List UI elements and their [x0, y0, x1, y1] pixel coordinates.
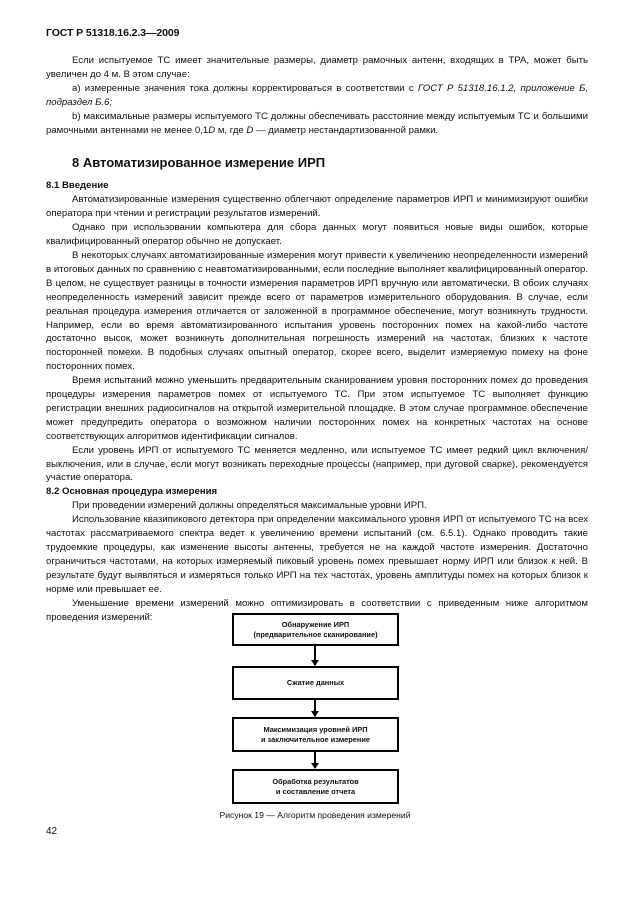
item-b-var: D: [208, 124, 216, 136]
flow-arrow: [314, 646, 316, 665]
paragraph: Если уровень ИРП от испытуемого ТС меняется медленно, или испытуемое ТС имеет редкий цикл включения/выключения, или в случае, если могут возникать переходные процессы (например, при дуговой сварке), рекомендуется участие оператора.: [46, 444, 588, 484]
standard-header: ГОСТ Р 51318.16.2.3—2009: [46, 27, 180, 39]
item-b-text: м, где: [215, 124, 247, 136]
subsection-8-1-title: 8.1 Введение: [46, 180, 109, 192]
paragraph: Автоматизированные измерения существенно облегчают определение параметров ИРП и минимизируют ошибки оператора при чтении и регистрации результатов измерений.: [46, 194, 588, 220]
flow-arrow: [314, 700, 316, 716]
item-b-text: b) максимальные размеры испытуемого ТС должны обеспечивать расстояние между испытуемым ТС и большими рамочными антеннами не менее 0,1: [46, 110, 588, 136]
item-b-text: — диаметр нестандартизованной рамки.: [253, 124, 439, 136]
flow-step-detection: [232, 613, 399, 646]
list-item-a: [46, 82, 588, 110]
item-b-var: D: [246, 124, 254, 136]
flow-step-maximization: [232, 717, 399, 752]
section-8-title: 8 Автоматизированное измерение ИРП: [72, 155, 326, 171]
page-number: 42: [46, 826, 58, 837]
flow-arrow: [314, 752, 316, 768]
paragraph: Уменьшение времени измерений можно оптимизировать в соответствии с приведенным ниже алгоритмом проведения измерений:: [46, 597, 588, 623]
figure-caption: Рисунок 19 — Алгоритм проведения измерений: [219, 810, 411, 820]
measurement-algorithm-flowchart: [232, 613, 399, 805]
step-label: Обнаружение ИРП: [281, 619, 350, 629]
paragraph: Время испытаний можно уменьшить предварительным сканированием уровня посторонних помех до проведения процедуры измерения параметров помех от испытуемого ТС. При этом испытуемое ТС выполняет функцию регистрации внешних радиосигналов на открытой измерительной площадке. В этом случае программное обеспечение может предупредить оператора о возможном наличии посторонних помех на конкретных частотах на основе соответствующих алгоритмов идентификации сигналов.: [46, 375, 588, 442]
paragraph: В некоторых случаях автоматизированные измерения могут привести к увеличению неопределенности измерений в итоговых данных по сравнению с неавтоматизированными, если последние выполняет квалифицированный оператор. В целом, не существует разницы в точности измерения параметров ИРП вручную или автоматически. В обоих случаях неопределенность измерений зависит прежде всего от параметров измерительного оборудования. В случае, если реальная процедура измерения отличается от заложенной в программное обеспечение, могут возникнуть трудности. Например, если во время автоматизированного испытания уровень посторонних помех на какой-либо частоте достаточно высок, может возникнуть дополнительная погрешность измерений на частотах, близких к частоте посторонней помехи. В подобных случаях опытный оператор, скорее всего, выделит измеряемую помеху на фоне посторонних помех.: [46, 249, 588, 373]
document-body: [46, 54, 588, 624]
item-a-reference: ГОСТ Р 51318.16.1.2, приложение Б, подраздел Б.6;: [46, 82, 588, 108]
paragraph: Использование квазипикового детектора при определении максимального уровня ИРП от испытуемого ТС на всех частотах рассматриваемого спектра ведет к увеличению времени испытаний (см. 6.5.1). Однако проводить такие трудоемкие процедуры, как изменение высоты антенны, требуется не на каждой частоте измерения. Достаточно ограничиться частотами, на которых измеряемый пиковый уровень помех превышает норму ИРП или близок к ней. В результате будут выявляться и измеряться только ИРП на тех частотах, уровень амплитуды помех на которых близок к норме или превышает ее.: [46, 514, 588, 595]
step-label: и составление отчета: [275, 786, 356, 796]
step-label: Максимизация уровней ИРП: [263, 724, 368, 734]
step-label: (предварительное сканирование): [253, 629, 378, 639]
paragraph: Однако при использовании компьютера для сбора данных могут появиться новые виды ошибок, которые квалифицированный оператор обычно не допускает.: [46, 222, 588, 248]
step-label: и заключительное измерение: [260, 734, 371, 744]
subsection-8-2-title: 8.2 Основная процедура измерения: [46, 486, 218, 498]
step-label: Обработка результатов: [272, 776, 359, 786]
flow-step-data-compression: [232, 666, 399, 700]
intro-paragraph: Если испытуемое ТС имеет значительные размеры, диаметр рамочных антенн, входящих в ТРА, может быть увеличен до 4 м. В этом случае:: [46, 55, 588, 80]
paragraph: При проведении измерений должны определяться максимальные уровни ИРП.: [72, 500, 427, 512]
list-item-b: [46, 110, 588, 138]
item-a-text: а) измеренные значения тока должны корректироваться в соответствии с: [72, 82, 418, 94]
flow-step-reporting: [232, 769, 399, 804]
step-label: Сжатие данных: [286, 678, 345, 687]
